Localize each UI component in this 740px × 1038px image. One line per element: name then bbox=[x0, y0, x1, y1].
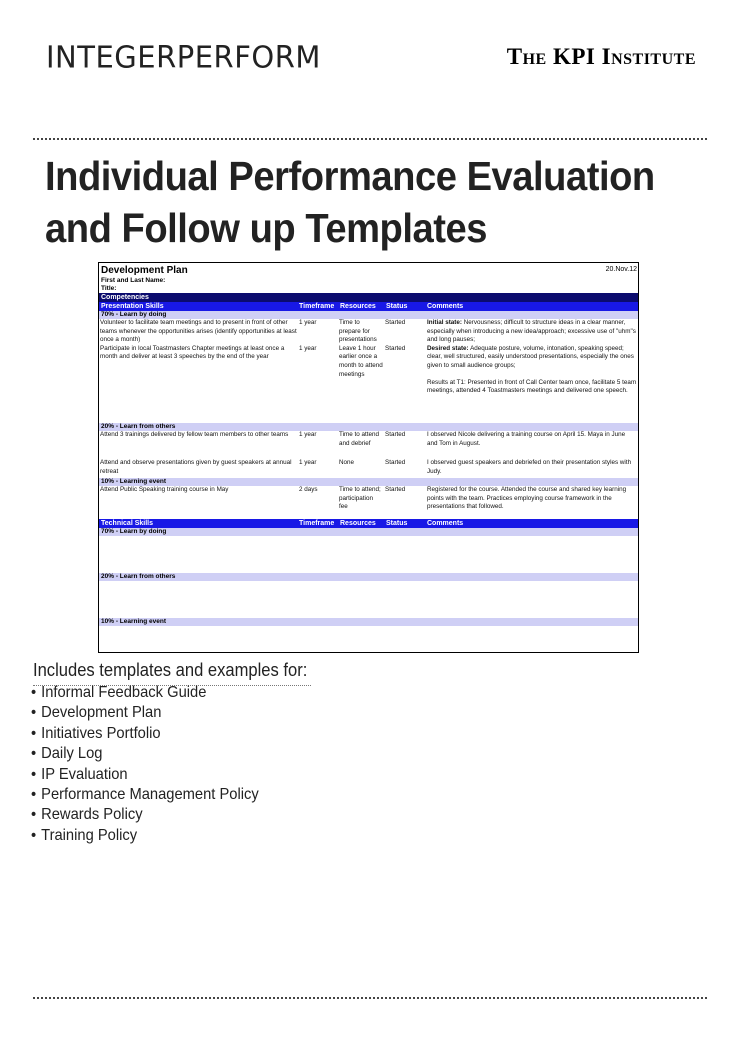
status-text: Started bbox=[385, 459, 406, 466]
technical-skills-header bbox=[99, 519, 638, 528]
table-row bbox=[99, 486, 638, 519]
competencies-bar: Competencies bbox=[99, 293, 638, 302]
bullet: • bbox=[31, 724, 37, 742]
list-item-text: Initiatives Portfolio bbox=[41, 724, 161, 742]
list-item-text: Performance Management Policy bbox=[41, 786, 259, 804]
timeframe-text: 1 year bbox=[299, 344, 317, 352]
status-cell bbox=[385, 319, 423, 353]
list-item bbox=[31, 765, 259, 785]
timeframe-text: 1 year bbox=[299, 319, 317, 326]
desired-state-text: Adequate posture, volume, intonation, speaking speed; clear, well structured, easily understood presentations, especially the ones given to small audience groups; bbox=[427, 344, 634, 369]
list-item-text: Daily Log bbox=[41, 745, 103, 763]
title-label: Title: bbox=[101, 285, 117, 292]
col-timeframe: Timeframe bbox=[299, 520, 335, 527]
list-item-text: Informal Feedback Guide bbox=[41, 684, 207, 701]
activity-cell bbox=[100, 319, 297, 362]
activity-text: Attend 3 trainings delivered by fellow team members to other teams bbox=[100, 431, 289, 438]
table-row bbox=[99, 431, 638, 459]
col-status: Status bbox=[386, 520, 408, 527]
list-item bbox=[31, 744, 259, 764]
list-item-text: IP Evaluation bbox=[41, 765, 128, 783]
top-dotted-divider bbox=[33, 138, 707, 140]
activity-text: Participate in local Toastmasters Chapter meetings at least once a month and deliver at least 3 speeches by the end of the year bbox=[100, 344, 285, 361]
list-item bbox=[31, 683, 259, 703]
col-status: Status bbox=[386, 303, 408, 310]
status-text: Started bbox=[385, 319, 406, 326]
page-title-line-2: and Follow up Templates bbox=[45, 205, 487, 251]
list-item bbox=[31, 826, 259, 846]
list-item bbox=[31, 724, 259, 744]
band-learning-event: 10% - Learning event bbox=[99, 478, 638, 486]
list-item bbox=[31, 805, 259, 825]
resources-cell bbox=[339, 319, 383, 379]
table-row bbox=[99, 459, 638, 478]
results-text: Results at T1: Presented in front of Call Center team once, facilitate 5 team meetings, attended 4 Toastmasters meetings and delivered one speech. bbox=[427, 378, 637, 395]
bullet: • bbox=[31, 745, 37, 763]
initial-state-text: Nervousness; difficult to structure ideas in a clear manner, especially when introducing a new idea/approach; excessive use of "uhm"s and long pauses; bbox=[427, 319, 636, 344]
initial-state bbox=[427, 319, 637, 345]
band-learn-from-others: 20% - Learn from others bbox=[99, 423, 638, 431]
timeframe-cell bbox=[299, 319, 337, 353]
col-timeframe: Timeframe bbox=[299, 303, 335, 310]
timeframe-text: 1 year bbox=[299, 459, 317, 466]
col-resources: Resources bbox=[340, 520, 376, 527]
status-text: Started bbox=[385, 344, 406, 352]
initial-state-label: Initial state: bbox=[427, 319, 462, 326]
table-row bbox=[99, 319, 638, 423]
timeframe-text: 2 days bbox=[299, 486, 318, 493]
list-item bbox=[31, 785, 259, 805]
bottom-dotted-divider bbox=[33, 997, 707, 999]
resources-text: Time to attend and debrief bbox=[339, 431, 380, 447]
comment-text: I observed guest speakers and debriefed on their presentation styles with Judy. bbox=[427, 459, 632, 475]
activity-text: Volunteer to facilitate team meetings and to present in front of other teams whenever the opportunities arises (identify opportunities at least once a month) bbox=[100, 319, 297, 344]
col-comments: Comments bbox=[427, 520, 464, 527]
development-plan-sheet bbox=[98, 262, 639, 653]
status-text: Started bbox=[385, 486, 406, 493]
includes-list bbox=[31, 683, 279, 846]
list-item-text: Development Plan bbox=[41, 704, 162, 722]
desired-state-label: Desired state: bbox=[427, 344, 469, 352]
comments-cell bbox=[427, 319, 637, 396]
section-label: Technical Skills bbox=[101, 520, 154, 527]
resources-text: Time to prepare for presentations bbox=[339, 319, 377, 344]
includes-heading: Includes templates and examples for: bbox=[33, 660, 308, 680]
plan-title: Development Plan bbox=[101, 265, 188, 276]
status-text: Started bbox=[385, 431, 406, 438]
comment-text: Registered for the course. Attended the course and shared key learning points with the team. Practices employing course framework in the presentations that followed. bbox=[427, 486, 627, 511]
name-label: First and Last Name: bbox=[101, 277, 166, 284]
presentation-skills-header bbox=[99, 302, 638, 311]
section-label: Presentation Skills bbox=[101, 303, 164, 310]
desired-state bbox=[427, 345, 637, 371]
bullet: • bbox=[31, 826, 37, 844]
bullet: • bbox=[31, 786, 37, 804]
resources-text: Leave 1 hour earlier once a month to attend meetings bbox=[339, 344, 383, 378]
page-title bbox=[45, 150, 659, 254]
bullet: • bbox=[31, 765, 37, 783]
bullet: • bbox=[31, 704, 37, 722]
activity-text: Attend and observe presentations given by guest speakers at annual retreat bbox=[100, 459, 292, 475]
activity-text: Attend Public Speaking training course in May bbox=[100, 486, 229, 493]
empty-row bbox=[99, 581, 638, 618]
col-resources: Resources bbox=[340, 303, 376, 310]
integerperform-logo: INTEGERPERFORM bbox=[46, 39, 321, 75]
resources-text: None bbox=[339, 459, 355, 466]
list-item-text: Rewards Policy bbox=[41, 806, 143, 824]
comment-text: I observed Nicole delivering a training course on April 15. Maya in June and Tom in August. bbox=[427, 431, 626, 447]
band-learn-by-doing: 70% - Learn by doing bbox=[99, 528, 638, 536]
kpi-institute-logo: The KPI Institute bbox=[506, 44, 696, 69]
band-learn-from-others: 20% - Learn from others bbox=[99, 573, 638, 581]
page-title-line-1: Individual Performance Evaluation bbox=[45, 153, 655, 199]
bullet: • bbox=[31, 806, 37, 824]
list-item bbox=[31, 703, 259, 723]
resources-text: Time to attend; participation fee bbox=[339, 486, 381, 511]
bullet: • bbox=[31, 684, 37, 701]
col-comments: Comments bbox=[427, 303, 464, 310]
empty-row bbox=[99, 536, 638, 573]
timeframe-text: 1 year bbox=[299, 431, 317, 438]
plan-date: 20.Nov.12 bbox=[605, 266, 637, 273]
band-learning-event: 10% - Learning event bbox=[99, 618, 638, 626]
band-learn-by-doing: 70% - Learn by doing bbox=[99, 311, 638, 319]
list-item-text: Training Policy bbox=[41, 826, 138, 844]
sheet-header bbox=[99, 263, 638, 277]
